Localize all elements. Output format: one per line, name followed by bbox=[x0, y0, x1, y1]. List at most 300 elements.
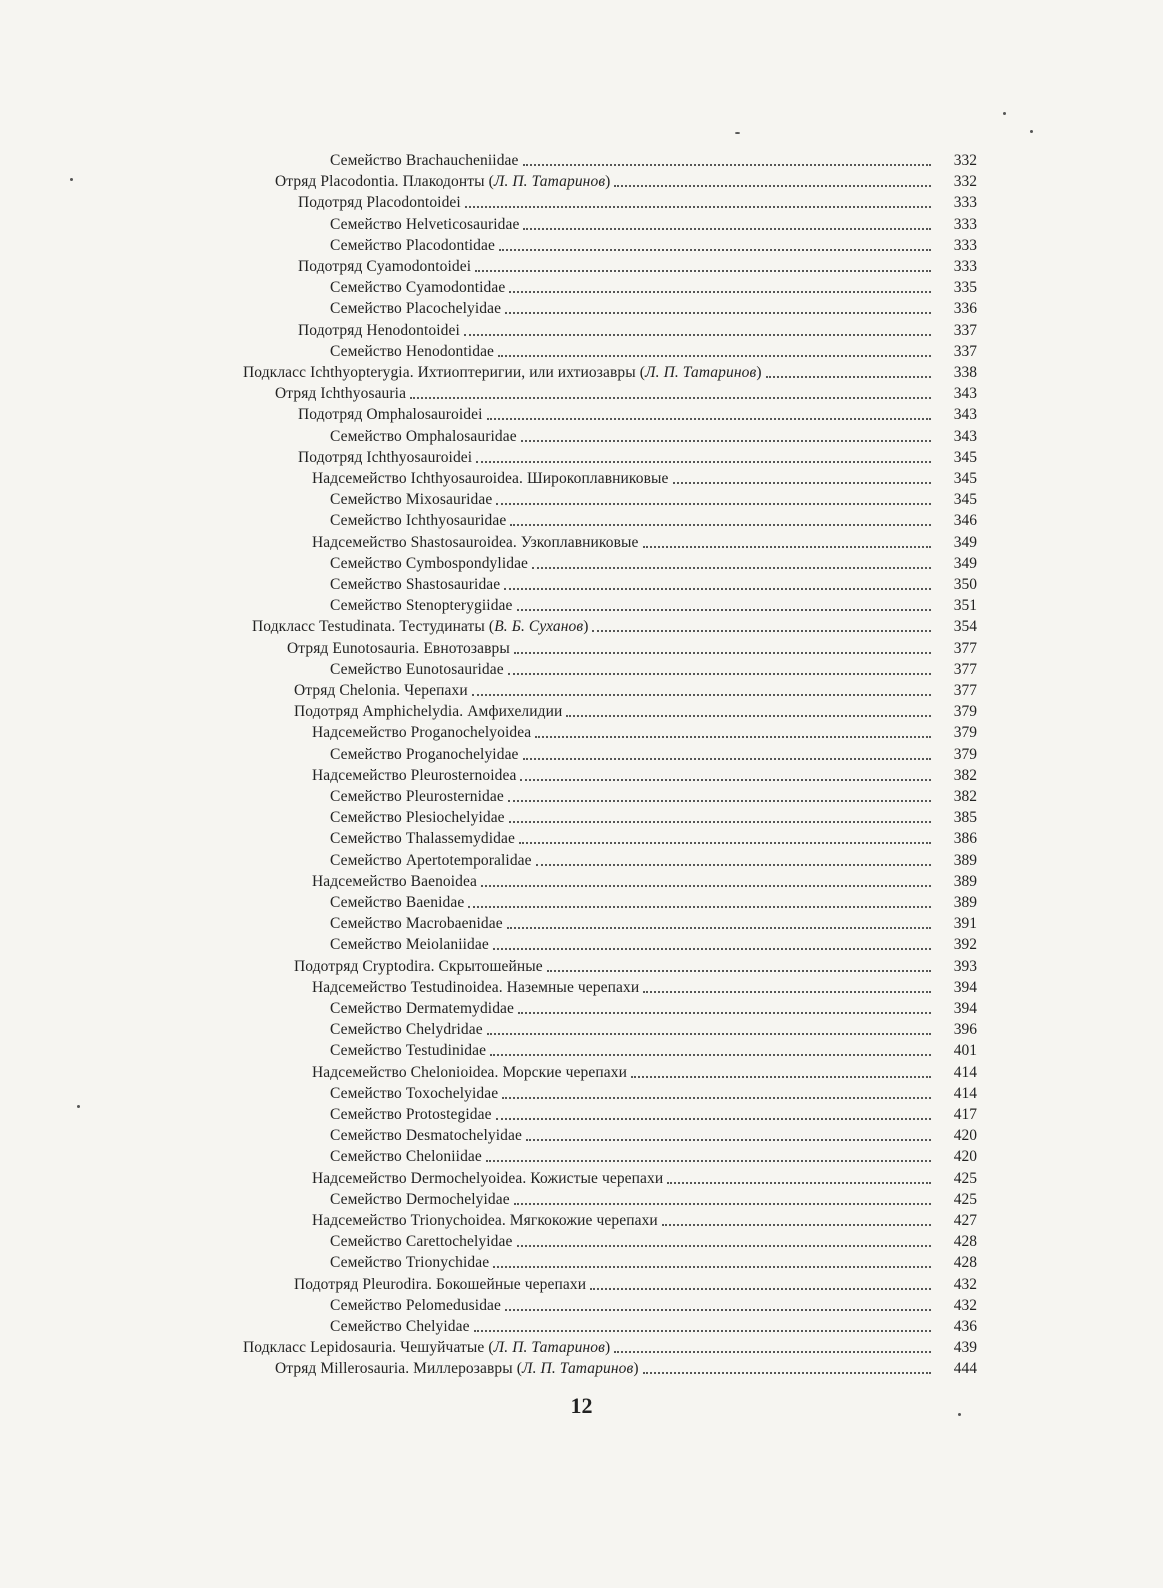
toc-entry-page: 389 bbox=[953, 851, 977, 869]
toc-entry-page: 333 bbox=[953, 215, 977, 233]
toc-entry-title bbox=[330, 510, 510, 531]
toc-entry-title bbox=[330, 828, 519, 849]
toc-entry-page: 386 bbox=[953, 830, 977, 848]
toc-entry-title bbox=[330, 1252, 493, 1273]
toc-dot-leader bbox=[476, 461, 931, 463]
toc-entry-title-text: Подкласс Lepidosauria. Чешуйчатые ( bbox=[243, 1339, 494, 1357]
toc-entry-title bbox=[330, 277, 509, 298]
toc-entry-page: 389 bbox=[953, 872, 977, 890]
toc-entry-title bbox=[275, 383, 410, 404]
scan-speck bbox=[77, 1105, 80, 1108]
toc-entry-title-text: Подотряд Amphichelydia. Амфихелидии bbox=[294, 703, 563, 721]
toc-dot-leader bbox=[505, 312, 931, 314]
toc-entry-page: 337 bbox=[953, 321, 977, 339]
toc-entry bbox=[0, 320, 1163, 341]
toc-dot-leader bbox=[508, 673, 931, 675]
toc-entry bbox=[0, 171, 1163, 192]
toc-dot-leader bbox=[547, 970, 931, 972]
toc-dot-leader bbox=[631, 1076, 931, 1078]
toc-entry-page: 414 bbox=[953, 1084, 977, 1102]
toc-entry-title bbox=[330, 214, 523, 235]
toc-entry bbox=[0, 277, 1163, 298]
toc-entry bbox=[0, 1231, 1163, 1252]
toc-dot-leader bbox=[514, 1203, 931, 1205]
toc-entry bbox=[0, 214, 1163, 235]
toc-entry bbox=[0, 828, 1163, 849]
toc-entry-title bbox=[330, 744, 523, 765]
toc-entry-title-text: Надсемейство Ichthyosauroidea. Широкоплавниковые bbox=[312, 470, 669, 487]
toc-dot-leader bbox=[590, 1288, 931, 1290]
toc-entry-page: 346 bbox=[953, 512, 977, 530]
toc-entry-title-text: Семейство Meiolaniidae bbox=[330, 936, 489, 954]
toc-entry-page: 436 bbox=[953, 1318, 977, 1335]
toc-entry-title bbox=[312, 977, 643, 998]
toc-entry-page: 417 bbox=[953, 1106, 977, 1123]
toc-entry-title-text: Подотряд Henodontoidei bbox=[298, 321, 460, 339]
toc-dot-leader bbox=[475, 270, 931, 272]
toc-entry-title bbox=[330, 1083, 502, 1104]
toc-entry-title-text: Семейство Chelyidae bbox=[330, 1318, 470, 1335]
toc-entry-title bbox=[330, 1040, 490, 1061]
toc-entry-page: 379 bbox=[953, 745, 977, 763]
toc-entry-page: 428 bbox=[953, 1233, 977, 1251]
toc-entry bbox=[0, 595, 1163, 616]
toc-entry bbox=[0, 616, 1163, 637]
toc-entry-title bbox=[294, 680, 472, 701]
toc-entry-page: 350 bbox=[953, 576, 977, 593]
toc-entry-title bbox=[298, 447, 476, 468]
toc-entry-title-text: Семейство Brachaucheniidae bbox=[330, 152, 519, 169]
toc-dot-leader bbox=[509, 821, 931, 823]
toc-entry bbox=[0, 298, 1163, 319]
toc-entry bbox=[0, 1210, 1163, 1231]
toc-entry bbox=[0, 765, 1163, 786]
scan-speck bbox=[1030, 130, 1033, 133]
toc-entry-page: 428 bbox=[953, 1254, 977, 1272]
toc-entry-title-text: Семейство Thalassemydidae bbox=[330, 830, 515, 848]
toc-entry-title bbox=[330, 1146, 486, 1167]
scan-speck bbox=[735, 132, 740, 134]
toc-entry bbox=[0, 256, 1163, 277]
toc-entry-page: 432 bbox=[953, 1275, 977, 1293]
toc-entry-title bbox=[330, 235, 499, 256]
toc-entry bbox=[0, 1337, 1163, 1358]
toc-dot-leader bbox=[487, 1033, 931, 1035]
toc-dot-leader bbox=[514, 652, 931, 654]
toc-entry-title-text: Семейство Baenidae bbox=[330, 894, 465, 911]
toc-dot-leader bbox=[505, 1309, 931, 1311]
toc-entry bbox=[0, 680, 1163, 701]
toc-dot-leader bbox=[673, 482, 931, 484]
toc-entry-title-text: Подотряд Pleurodira. Бокошейные черепахи bbox=[294, 1275, 587, 1293]
toc-entry-title bbox=[330, 489, 496, 510]
toc-dot-leader bbox=[496, 503, 931, 505]
scan-speck bbox=[1003, 112, 1006, 115]
toc-dot-leader bbox=[499, 249, 931, 251]
toc-entry-page: 333 bbox=[953, 194, 977, 212]
toc-entry-title bbox=[330, 786, 508, 807]
toc-entry-title bbox=[330, 1295, 505, 1316]
toc-entry bbox=[0, 913, 1163, 934]
toc-entry-page: 425 bbox=[953, 1190, 977, 1208]
toc-dot-leader bbox=[532, 567, 931, 569]
toc-entry-title-text: Отряд Chelonia. Черепахи bbox=[294, 682, 468, 699]
toc-dot-leader bbox=[464, 334, 931, 336]
toc-entry-page: 343 bbox=[953, 427, 977, 445]
toc-entry-title-text: Надсемейство Baenoidea bbox=[312, 872, 477, 890]
toc-entry-page: 377 bbox=[953, 639, 977, 657]
toc-entry-title-text: Подотряд Cryptodira. Скрытошейные bbox=[294, 957, 543, 975]
toc-entry-page: 385 bbox=[953, 809, 977, 827]
toc-entry-page: 432 bbox=[953, 1296, 977, 1314]
toc-entry bbox=[0, 1040, 1163, 1061]
toc-entry-title bbox=[330, 998, 518, 1019]
toc-entry-page: 401 bbox=[953, 1042, 977, 1060]
toc-entry-title-text: Надсемейство Pleurosternoidea bbox=[312, 766, 517, 784]
toc-entry bbox=[0, 701, 1163, 722]
toc-entry-title-text: Подотряд Ichthyosauroidei bbox=[298, 448, 473, 466]
toc-entry-title-text: Семейство Stenopterygiidae bbox=[330, 597, 513, 615]
toc-entry bbox=[0, 956, 1163, 977]
toc-entry bbox=[0, 192, 1163, 213]
toc-entry bbox=[0, 1168, 1163, 1189]
page-number: 12 bbox=[570, 1393, 593, 1418]
toc-entry-page: 414 bbox=[953, 1063, 977, 1081]
toc-entry-title-tail: ) bbox=[633, 1360, 639, 1378]
toc-entry bbox=[0, 1083, 1163, 1104]
toc-entry-title bbox=[312, 722, 535, 743]
toc-entry-page: 332 bbox=[953, 173, 977, 191]
toc-entry bbox=[0, 998, 1163, 1019]
toc-entry bbox=[0, 977, 1163, 998]
toc-entry-title bbox=[330, 1316, 474, 1337]
toc-entry-title-text: Семейство Chelydridae bbox=[330, 1021, 483, 1039]
toc-entry-page: 333 bbox=[953, 236, 977, 254]
toc-entry-title-text: Подкласс Ichthyopterygia. Ихтиоптеригии, или ихтиозавры ( bbox=[243, 364, 646, 381]
toc-entry-title bbox=[312, 871, 481, 892]
toc-entry-title-tail: ) bbox=[605, 173, 611, 191]
toc-entry-title-text: Семейство Macrobaenidae bbox=[330, 915, 503, 933]
toc-entry bbox=[0, 447, 1163, 468]
toc-entry bbox=[0, 362, 1163, 383]
toc-entry-title-text: Подотряд Cyamodontoidei bbox=[298, 258, 472, 275]
toc-entry-title-text: Надсемейство Chelonioidea. Морские черепахи bbox=[312, 1063, 627, 1081]
toc-entry-title-text: Семейство Pleurosternidae bbox=[330, 788, 504, 805]
toc-entry-author: Л. П. Татаринов bbox=[493, 1339, 605, 1357]
toc-entry-title-text: Семейство Apertotemporalidae bbox=[330, 851, 532, 869]
toc-entry bbox=[0, 235, 1163, 256]
toc-entry-title-tail: ) bbox=[756, 364, 762, 381]
toc-dot-leader bbox=[643, 991, 931, 993]
toc-entry-title bbox=[330, 553, 532, 574]
toc-entry bbox=[0, 489, 1163, 510]
toc-entry-title-text: Семейство Eunotosauridae bbox=[330, 660, 504, 678]
toc-dot-leader bbox=[643, 546, 931, 548]
toc-entry-title bbox=[330, 934, 493, 955]
toc-entry-page: 394 bbox=[953, 978, 977, 996]
toc-entry-title bbox=[330, 1125, 526, 1146]
toc-entry-title bbox=[330, 426, 521, 447]
toc-entry-title bbox=[294, 1274, 590, 1295]
toc-entry-title-text: Семейство Mixosauridae bbox=[330, 491, 493, 509]
toc-entry bbox=[0, 383, 1163, 404]
toc-dot-leader bbox=[474, 1330, 931, 1332]
toc-entry-title bbox=[294, 956, 547, 977]
toc-entry-page: 351 bbox=[953, 597, 977, 615]
toc-entry-author: В. Б. Суханов bbox=[494, 618, 584, 636]
toc-dot-leader bbox=[766, 376, 931, 378]
toc-entry-title-text: Надсемейство Proganochelyoidea bbox=[312, 724, 532, 742]
toc-entry bbox=[0, 1146, 1163, 1167]
toc-entry bbox=[0, 722, 1163, 743]
toc-dot-leader bbox=[517, 609, 931, 611]
toc-entry-title-text: Семейство Cheloniidae bbox=[330, 1148, 482, 1166]
toc-dot-leader bbox=[496, 1118, 931, 1120]
toc-entry-title-text: Надсемейство Shastosauroidea. Узкоплавниковые bbox=[312, 533, 639, 551]
toc-entry bbox=[0, 1125, 1163, 1146]
toc-entry-page: 377 bbox=[953, 660, 977, 678]
toc-entry-page: 392 bbox=[953, 936, 977, 954]
toc-entry-page: 349 bbox=[953, 533, 977, 551]
toc-entry-page: 343 bbox=[953, 385, 977, 403]
toc-entry bbox=[0, 426, 1163, 447]
toc-entry-title bbox=[330, 298, 505, 319]
toc-entry bbox=[0, 404, 1163, 425]
toc-entry-title bbox=[330, 150, 523, 171]
toc-entry-title-text: Семейство Cymbospondylidae bbox=[330, 554, 529, 572]
toc-entry-title-text: Отряд Millerosauria. Миллерозавры ( bbox=[275, 1360, 522, 1378]
toc-entry bbox=[0, 638, 1163, 659]
toc-entry bbox=[0, 744, 1163, 765]
toc-dot-leader bbox=[465, 206, 931, 208]
toc-dot-leader bbox=[490, 1054, 931, 1056]
toc-entry-page: 420 bbox=[953, 1148, 977, 1166]
toc-entry bbox=[0, 510, 1163, 531]
toc-entry-title-text: Семейство Proganochelyidae bbox=[330, 745, 519, 763]
toc-entry-title bbox=[312, 1062, 631, 1083]
toc-entry-page: 336 bbox=[953, 300, 977, 318]
toc-entry-title-text: Семейство Protostegidae bbox=[330, 1106, 492, 1123]
toc-entry-page: 389 bbox=[953, 894, 977, 911]
toc-dot-leader bbox=[662, 1224, 931, 1226]
toc-entry-title bbox=[330, 1019, 487, 1040]
toc-entry-page: 349 bbox=[953, 554, 977, 572]
toc-entry-page: 345 bbox=[953, 491, 977, 509]
toc-entry-title-text: Семейство Testudinidae bbox=[330, 1042, 487, 1060]
toc-entry-page: 382 bbox=[953, 788, 977, 805]
toc-entry bbox=[0, 934, 1163, 955]
toc-entry-title bbox=[330, 574, 504, 595]
toc-dot-leader bbox=[535, 736, 931, 738]
toc-entry-title bbox=[330, 341, 498, 362]
toc-entry-title-tail: ) bbox=[583, 618, 589, 636]
toc-entry-page: 439 bbox=[953, 1339, 977, 1357]
toc-entry bbox=[0, 1274, 1163, 1295]
toc-entry-page: 379 bbox=[953, 724, 977, 742]
toc-dot-leader bbox=[614, 185, 931, 187]
toc-entry-page: 345 bbox=[953, 448, 977, 466]
toc-entry-title-text: Подкласс Testudinata. Тестудинаты ( bbox=[252, 618, 495, 636]
toc-entry-page: 427 bbox=[953, 1212, 977, 1229]
toc-entry bbox=[0, 786, 1163, 807]
toc-entry-title bbox=[330, 1104, 496, 1125]
toc-entry-title-text: Семейство Omphalosauridae bbox=[330, 427, 517, 445]
toc-dot-leader bbox=[472, 694, 931, 696]
toc-entry-title bbox=[275, 171, 614, 192]
toc-entry-title bbox=[287, 638, 514, 659]
toc-entry-page: 333 bbox=[953, 258, 977, 275]
toc-entry-title-text: Подотряд Placodontoidei bbox=[298, 194, 461, 212]
toc-entry-author: Л. П. Татаринов bbox=[522, 1360, 634, 1378]
toc-entry bbox=[0, 1252, 1163, 1273]
toc-entry-title-text: Семейство Pelomedusidae bbox=[330, 1296, 502, 1314]
toc-dot-leader bbox=[481, 885, 931, 887]
toc-entry-title-text: Семейство Trionychidae bbox=[330, 1254, 490, 1272]
toc-entry-page: 354 bbox=[953, 618, 977, 636]
toc-entry bbox=[0, 850, 1163, 871]
toc-entry-title bbox=[294, 701, 566, 722]
toc-entry-title-tail: ) bbox=[604, 1339, 611, 1357]
toc-entry-title-text: Надсемейство Trionychoidea. Мягкокожие черепахи bbox=[312, 1212, 658, 1229]
toc-dot-leader bbox=[523, 228, 931, 230]
toc-entry-page: 337 bbox=[953, 342, 977, 360]
toc-dot-leader bbox=[410, 397, 931, 399]
toc-dot-leader bbox=[521, 440, 931, 442]
toc-entry-page: 379 bbox=[953, 703, 977, 721]
toc-entry-title bbox=[330, 892, 468, 913]
toc-entry-page: 393 bbox=[953, 957, 977, 975]
toc-entry-title-text: Семейство Carettochelyidae bbox=[330, 1233, 513, 1251]
toc-entry-title bbox=[298, 404, 487, 425]
toc-entry-page: 377 bbox=[953, 682, 977, 699]
toc-entry bbox=[0, 150, 1163, 171]
toc-entry-page: 345 bbox=[953, 470, 977, 487]
toc-entry-title-text: Семейство Ichthyosauridae bbox=[330, 512, 507, 530]
toc-entry-author: Л. П. Татаринов bbox=[493, 173, 606, 191]
toc-entry-title-text: Отряд Eunotosauria. Евнотозавры bbox=[287, 639, 510, 657]
toc-entry-title-text: Отряд Placodontia. Плакодонты ( bbox=[275, 173, 494, 191]
toc-dot-leader bbox=[510, 524, 931, 526]
toc-entry-title bbox=[330, 1231, 517, 1252]
toc-entry bbox=[0, 659, 1163, 680]
toc-dot-leader bbox=[487, 418, 931, 420]
toc-dot-leader bbox=[507, 927, 931, 929]
toc-dot-leader bbox=[536, 864, 931, 866]
toc-entry-title-text: Семейство Cyamodontidae bbox=[330, 279, 506, 297]
toc-entry-title-text: Семейство Henodontidae bbox=[330, 342, 495, 360]
toc-entry bbox=[0, 574, 1163, 595]
toc-entry-page: 332 bbox=[953, 152, 977, 169]
toc-entry bbox=[0, 468, 1163, 489]
toc-dot-leader bbox=[493, 1266, 931, 1268]
toc-dot-leader bbox=[523, 758, 931, 760]
toc-entry-page: 444 bbox=[953, 1360, 977, 1378]
toc-entry-title bbox=[275, 1358, 643, 1379]
toc-entry-title bbox=[330, 807, 509, 828]
toc-dot-leader bbox=[502, 1097, 931, 1099]
toc-entry-page: 335 bbox=[953, 279, 977, 297]
toc-entry bbox=[0, 1104, 1163, 1125]
scan-speck bbox=[70, 178, 73, 181]
toc-dot-leader bbox=[517, 1245, 932, 1247]
toc-entry-page: 394 bbox=[953, 1000, 977, 1017]
toc-entry-title bbox=[312, 1210, 662, 1231]
toc-entry-page: 396 bbox=[953, 1021, 977, 1039]
toc-dot-leader bbox=[523, 164, 931, 166]
toc-dot-leader bbox=[493, 948, 931, 950]
toc-entry-title bbox=[298, 192, 465, 213]
toc-dot-leader bbox=[643, 1372, 931, 1374]
toc-dot-leader bbox=[519, 842, 931, 844]
toc-entry bbox=[0, 1062, 1163, 1083]
toc-entry-title-text: Семейство Plesiochelyidae bbox=[330, 809, 505, 827]
toc-entry bbox=[0, 1295, 1163, 1316]
toc-entry-title bbox=[243, 362, 766, 383]
toc-entry-title bbox=[330, 595, 517, 616]
toc-entry-title-text: Семейство Shastosauridae bbox=[330, 576, 501, 593]
toc-entry-title-text: Семейство Placodontidae bbox=[330, 236, 495, 254]
toc-entry bbox=[0, 1358, 1163, 1379]
toc-entry-title-text: Отряд Ichthyosauria bbox=[275, 385, 407, 403]
toc-entry bbox=[0, 892, 1163, 913]
toc-dot-leader bbox=[614, 1351, 931, 1353]
toc-dot-leader bbox=[592, 630, 931, 632]
toc-entry-title bbox=[312, 765, 520, 786]
toc-entry-title-text: Семейство Dermochelyidae bbox=[330, 1190, 510, 1208]
toc-dot-leader bbox=[504, 588, 931, 590]
toc-dot-leader bbox=[498, 355, 931, 357]
toc-entry-title-text: Надсемейство Dermochelyoidea. Кожистые черепахи bbox=[312, 1169, 664, 1187]
toc-entry-title bbox=[312, 1168, 667, 1189]
toc-entry-title-text: Семейство Toxochelyidae bbox=[330, 1084, 499, 1102]
toc-entry-title-text: Семейство Helveticosauridae bbox=[330, 215, 520, 233]
toc-entry-author: Л. П. Татаринов bbox=[645, 364, 757, 381]
toc-entry-title bbox=[312, 532, 643, 553]
toc-entry-title bbox=[243, 1337, 614, 1358]
toc-entry-title bbox=[252, 616, 592, 637]
toc-entry-title-text: Надсемейство Testudinoidea. Наземные черепахи bbox=[312, 978, 640, 996]
toc-dot-leader bbox=[509, 291, 931, 293]
toc-entry-page: 420 bbox=[953, 1127, 977, 1145]
toc-entry bbox=[0, 553, 1163, 574]
toc-dot-leader bbox=[508, 800, 931, 802]
toc-entry bbox=[0, 341, 1163, 362]
toc-entry-title bbox=[330, 913, 507, 934]
toc-entry-title bbox=[330, 850, 536, 871]
toc-entry-page: 425 bbox=[953, 1169, 977, 1187]
toc-entry-page: 343 bbox=[953, 406, 977, 424]
toc-entry bbox=[0, 532, 1163, 553]
toc-entry-title bbox=[312, 468, 673, 489]
toc-entry-page: 382 bbox=[953, 766, 977, 784]
toc-entry-page: 338 bbox=[953, 364, 977, 381]
toc-dot-leader bbox=[468, 906, 931, 908]
toc-entry bbox=[0, 1189, 1163, 1210]
toc-entry-title-text: Подотряд Omphalosauroidei bbox=[298, 406, 483, 424]
toc-entry bbox=[0, 1019, 1163, 1040]
toc-entry-title bbox=[330, 1189, 514, 1210]
toc-dot-leader bbox=[667, 1182, 931, 1184]
toc-entry bbox=[0, 871, 1163, 892]
toc-dot-leader bbox=[520, 779, 931, 781]
toc-entry-title bbox=[330, 659, 508, 680]
toc-entry-title-text: Семейство Dermatemydidae bbox=[330, 1000, 515, 1017]
toc-dot-leader bbox=[526, 1139, 931, 1141]
toc-entry-title-text: Семейство Placochelyidae bbox=[330, 300, 502, 318]
toc-entry-page: 391 bbox=[953, 915, 977, 933]
toc-dot-leader bbox=[486, 1160, 931, 1162]
toc-entry bbox=[0, 1316, 1163, 1337]
